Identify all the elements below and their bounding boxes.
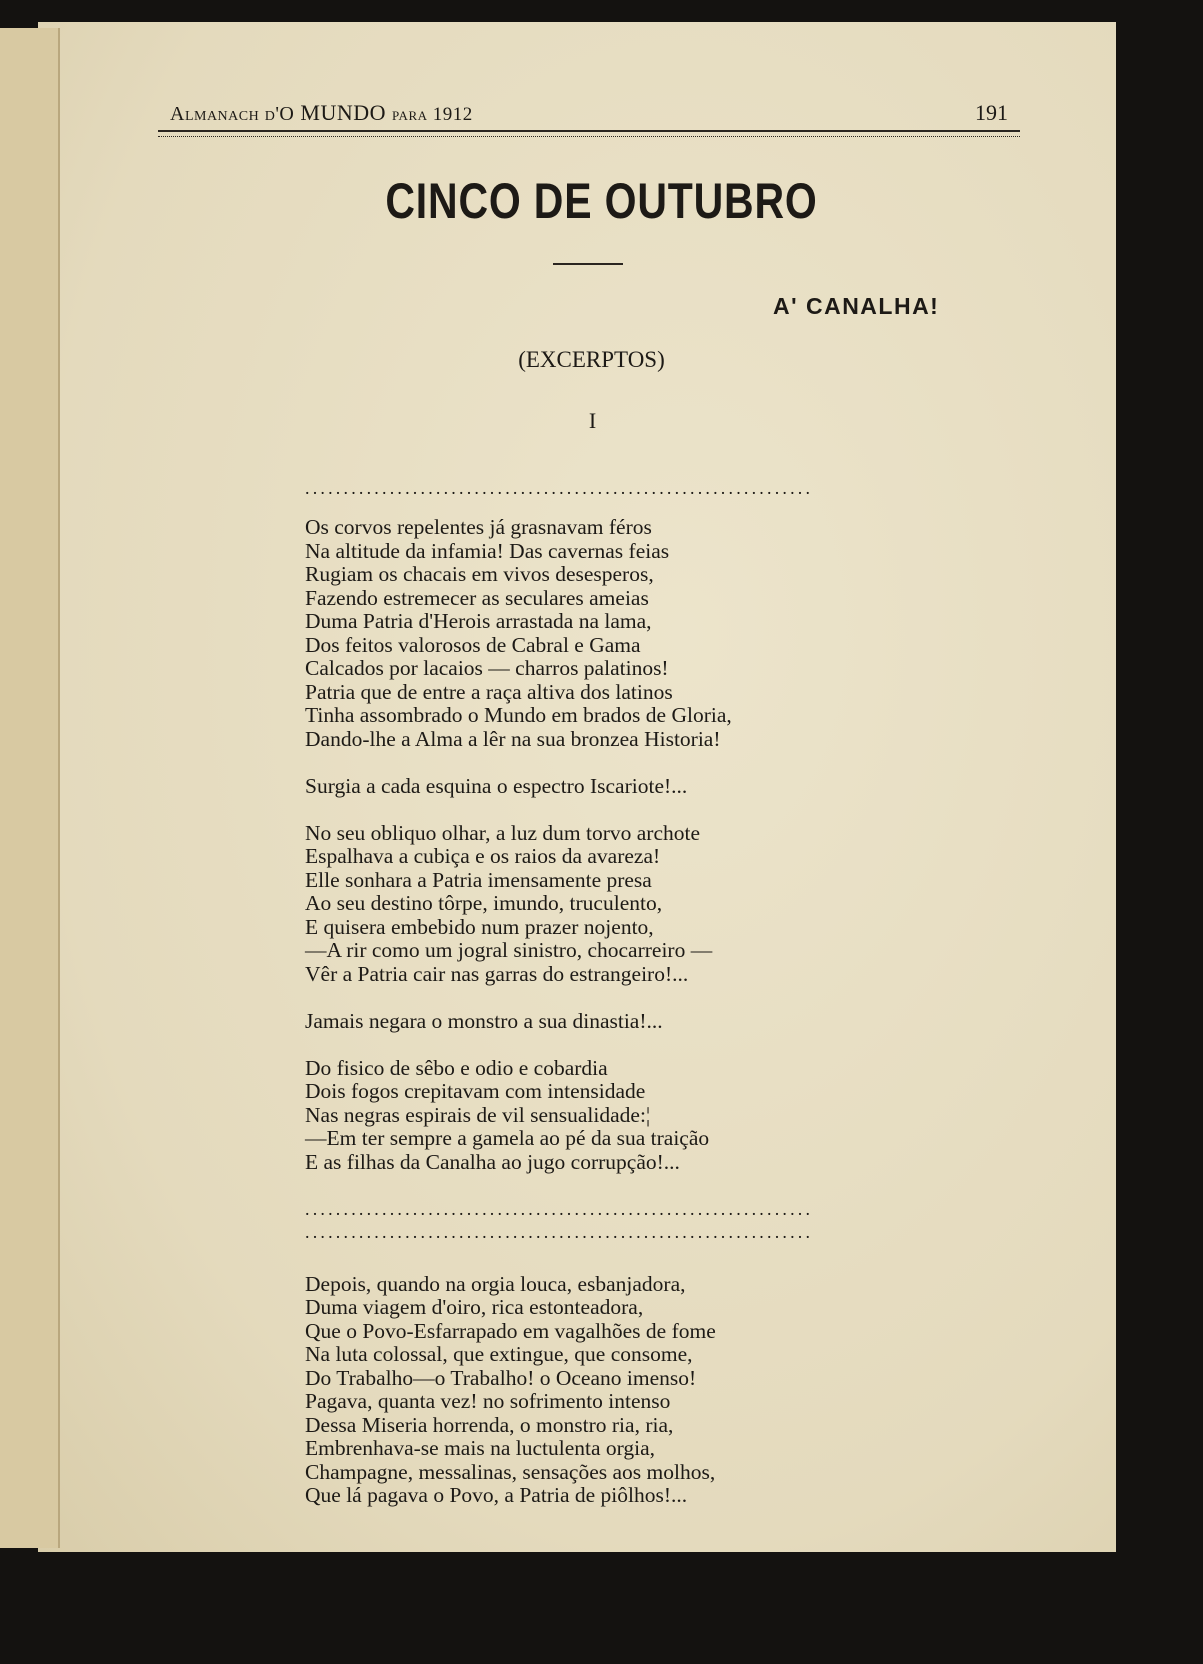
poem-line: Que o Povo-Esfarrapado em vagalhões de fome: [305, 1318, 716, 1343]
facing-page-edge: [0, 28, 60, 1548]
poem-line: Jamais negara o monstro a sua dinastia!...: [305, 1008, 663, 1033]
poem-line: Tinha assombrado o Mundo em brados de Gloria,: [305, 703, 732, 727]
poem-line: Ao seu destino tôrpe, imundo, truculento,: [305, 891, 663, 915]
poem-line: Embrenhava-se mais na luctulenta orgia,: [305, 1436, 656, 1460]
poem-line: Que lá pagava o Povo, a Patria de piôlhos!...: [305, 1483, 688, 1507]
header-rule: [158, 130, 1020, 137]
dedication: A' CANALHA!: [773, 293, 940, 319]
poem-line: Na altitude da infamia! Das cavernas feias: [305, 538, 670, 563]
poem-line: Dessa Miseria horrenda, o monstro ria, ria,: [305, 1412, 674, 1437]
title-divider: [553, 263, 623, 265]
poem-line: Do fisico de sêbo e odio e cobardia: [305, 1055, 608, 1080]
poem-line: Dos feitos valorosos de Cabral e Gama: [305, 632, 641, 657]
poem-line: Pagava, quanta vez! no sofrimento intenso: [305, 1389, 671, 1413]
poem-line: Rugiam os chacais em vivos desesperos,: [305, 562, 654, 586]
poem-line: Champagne, messalinas, sensações aos molhos,: [305, 1459, 716, 1484]
poem-line: Patria que de entre a raça altiva dos latinos: [305, 679, 673, 704]
ellipsis-line: ..................................................................: [305, 1198, 814, 1219]
poem-line: E as filhas da Canalha ao jugo corrupção!...: [305, 1149, 680, 1174]
section-number: I: [588, 408, 597, 433]
poem-line: Elle sonhara a Patria imensamente presa: [305, 867, 652, 892]
header-almanach: Almanach d'O: [170, 103, 295, 125]
header-mundo: MUNDO: [300, 100, 387, 125]
poem-line: Dando-lhe a Alma a lêr na sua bronzea Historia!: [305, 726, 721, 751]
poem-line: —Em ter sempre a gamela ao pé da sua traição: [305, 1126, 710, 1150]
poem-line: E quisera embebido num prazer nojento,: [305, 914, 654, 939]
poem-line: Duma Patria d'Herois arrastada na lama,: [305, 609, 652, 633]
ellipsis-line: ..................................................................: [305, 478, 814, 498]
poem-body: [305, 516, 885, 1508]
poem-line: Do Trabalho—o Trabalho! o Oceano imenso!: [305, 1365, 697, 1390]
poem-line: Dois fogos crepitavam com intensidade: [305, 1079, 646, 1103]
ellipsis-line: ..................................................................: [305, 1222, 814, 1242]
poem-line: Depois, quando na orgia louca, esbanjadora,: [305, 1271, 686, 1296]
poem-line: Vêr a Patria cair nas garras do estrangeiro!...: [305, 961, 689, 986]
poem-line: Fazendo estremecer as seculares ameias: [305, 585, 649, 610]
poem-line: —A rir como um jogral sinistro, chocarreiro —: [305, 938, 713, 962]
page-number: 191: [975, 100, 1008, 125]
subtitle: (EXCERPTOS): [518, 347, 665, 372]
poem-line: Duma viagem d'oiro, rica estonteadora,: [305, 1295, 644, 1319]
poem-line: Calcados por lacaios — charros palatinos!: [305, 656, 669, 680]
poem-line: Surgia a cada esquina o espectro Iscariote!...: [305, 773, 688, 798]
header-year: para 1912: [392, 104, 473, 125]
running-header: [170, 100, 473, 126]
poem-line: Espalhava a cubiça e os raios da avareza!: [305, 844, 661, 868]
poem-line: No seu obliquo olhar, a luz dum torvo archote: [305, 820, 700, 845]
poem-title: CINCO DE OUTUBRO: [385, 173, 818, 229]
poem-line: Nas negras espirais de vil sensualidade:¦: [305, 1102, 651, 1127]
poem-line: Na luta colossal, que extingue, que consome,: [305, 1342, 693, 1366]
poem-line: Os corvos repelentes já grasnavam féros: [305, 515, 652, 539]
